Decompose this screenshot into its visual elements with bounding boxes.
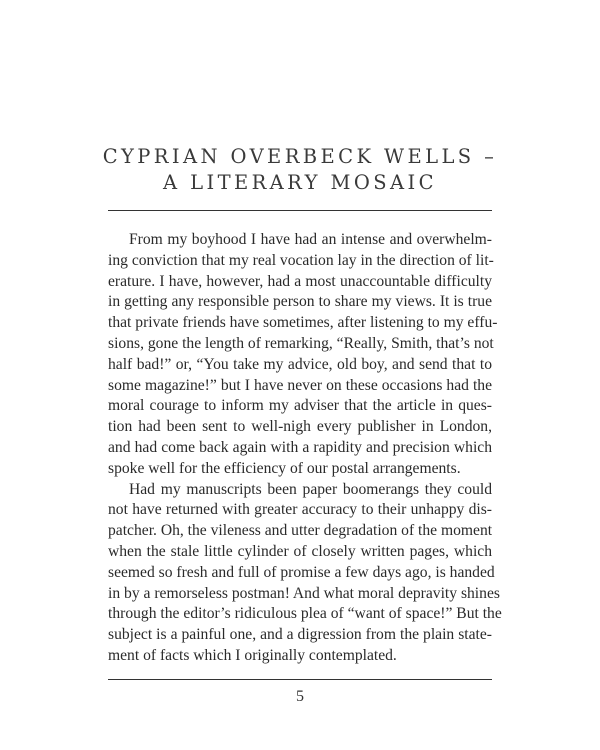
- text-line: Had my manuscripts been paper boomerangs they could: [129, 480, 492, 498]
- text-line: ing conviction that my real vocation lay in the direction of lit-: [108, 251, 494, 269]
- text-line: half bad!” or, “You take my advice, old boy, and send that to: [108, 355, 492, 373]
- text-line: tion had been sent to well-nigh every publisher in London,: [108, 418, 492, 436]
- text-line: when the stale little cylinder of closely written pages, which: [108, 542, 492, 560]
- text-line: moral courage to inform my adviser that the article in ques-: [108, 397, 492, 415]
- text-line: some magazine!” but I have never on these occasions had the: [108, 376, 492, 394]
- text-line: patcher. Oh, the vileness and utter degradation of the moment: [108, 522, 493, 540]
- top-rule: [108, 210, 492, 211]
- chapter-title-line-2: A LITERARY MOSAIC: [163, 171, 437, 194]
- bottom-rule: [108, 679, 492, 680]
- text-line: in by a remorseless postman! And what moral depravity shines: [108, 584, 500, 602]
- text-line: sions, gone the length of remarking, “Really, Smith, that’s not: [108, 334, 494, 352]
- text-line: not have returned with greater accuracy to their unhappy dis-: [108, 501, 492, 519]
- page-number: 5: [296, 688, 304, 705]
- paragraph-2: [108, 480, 502, 667]
- text-line: seemed so fresh and full of promise a few days ago, is handed: [108, 563, 495, 581]
- text-line: subject is a painful one, and a digression from the plain state-: [108, 626, 492, 644]
- text-line: that private friends have sometimes, after listening to my effu-: [108, 314, 498, 332]
- body-text: [108, 230, 502, 667]
- text-line: ment of facts which I originally contemplated.: [108, 646, 397, 664]
- text-line: erature. I have, however, had a most unaccountable difficulty: [108, 272, 492, 290]
- text-line: in getting any responsible person to share my views. It is true: [108, 293, 492, 311]
- text-line: and had come back again with a rapidity and precision which: [108, 438, 492, 456]
- text-line: spoke well for the efficiency of our postal arrangements.: [108, 459, 461, 477]
- chapter-title-line-1: CYPRIAN OVERBECK WELLS –: [102, 145, 498, 168]
- paragraph-1: [108, 230, 498, 480]
- text-line: through the editor’s ridiculous plea of “want of space!” But the: [108, 605, 502, 623]
- text-line: From my boyhood I have had an intense and overwhelm-: [129, 231, 492, 248]
